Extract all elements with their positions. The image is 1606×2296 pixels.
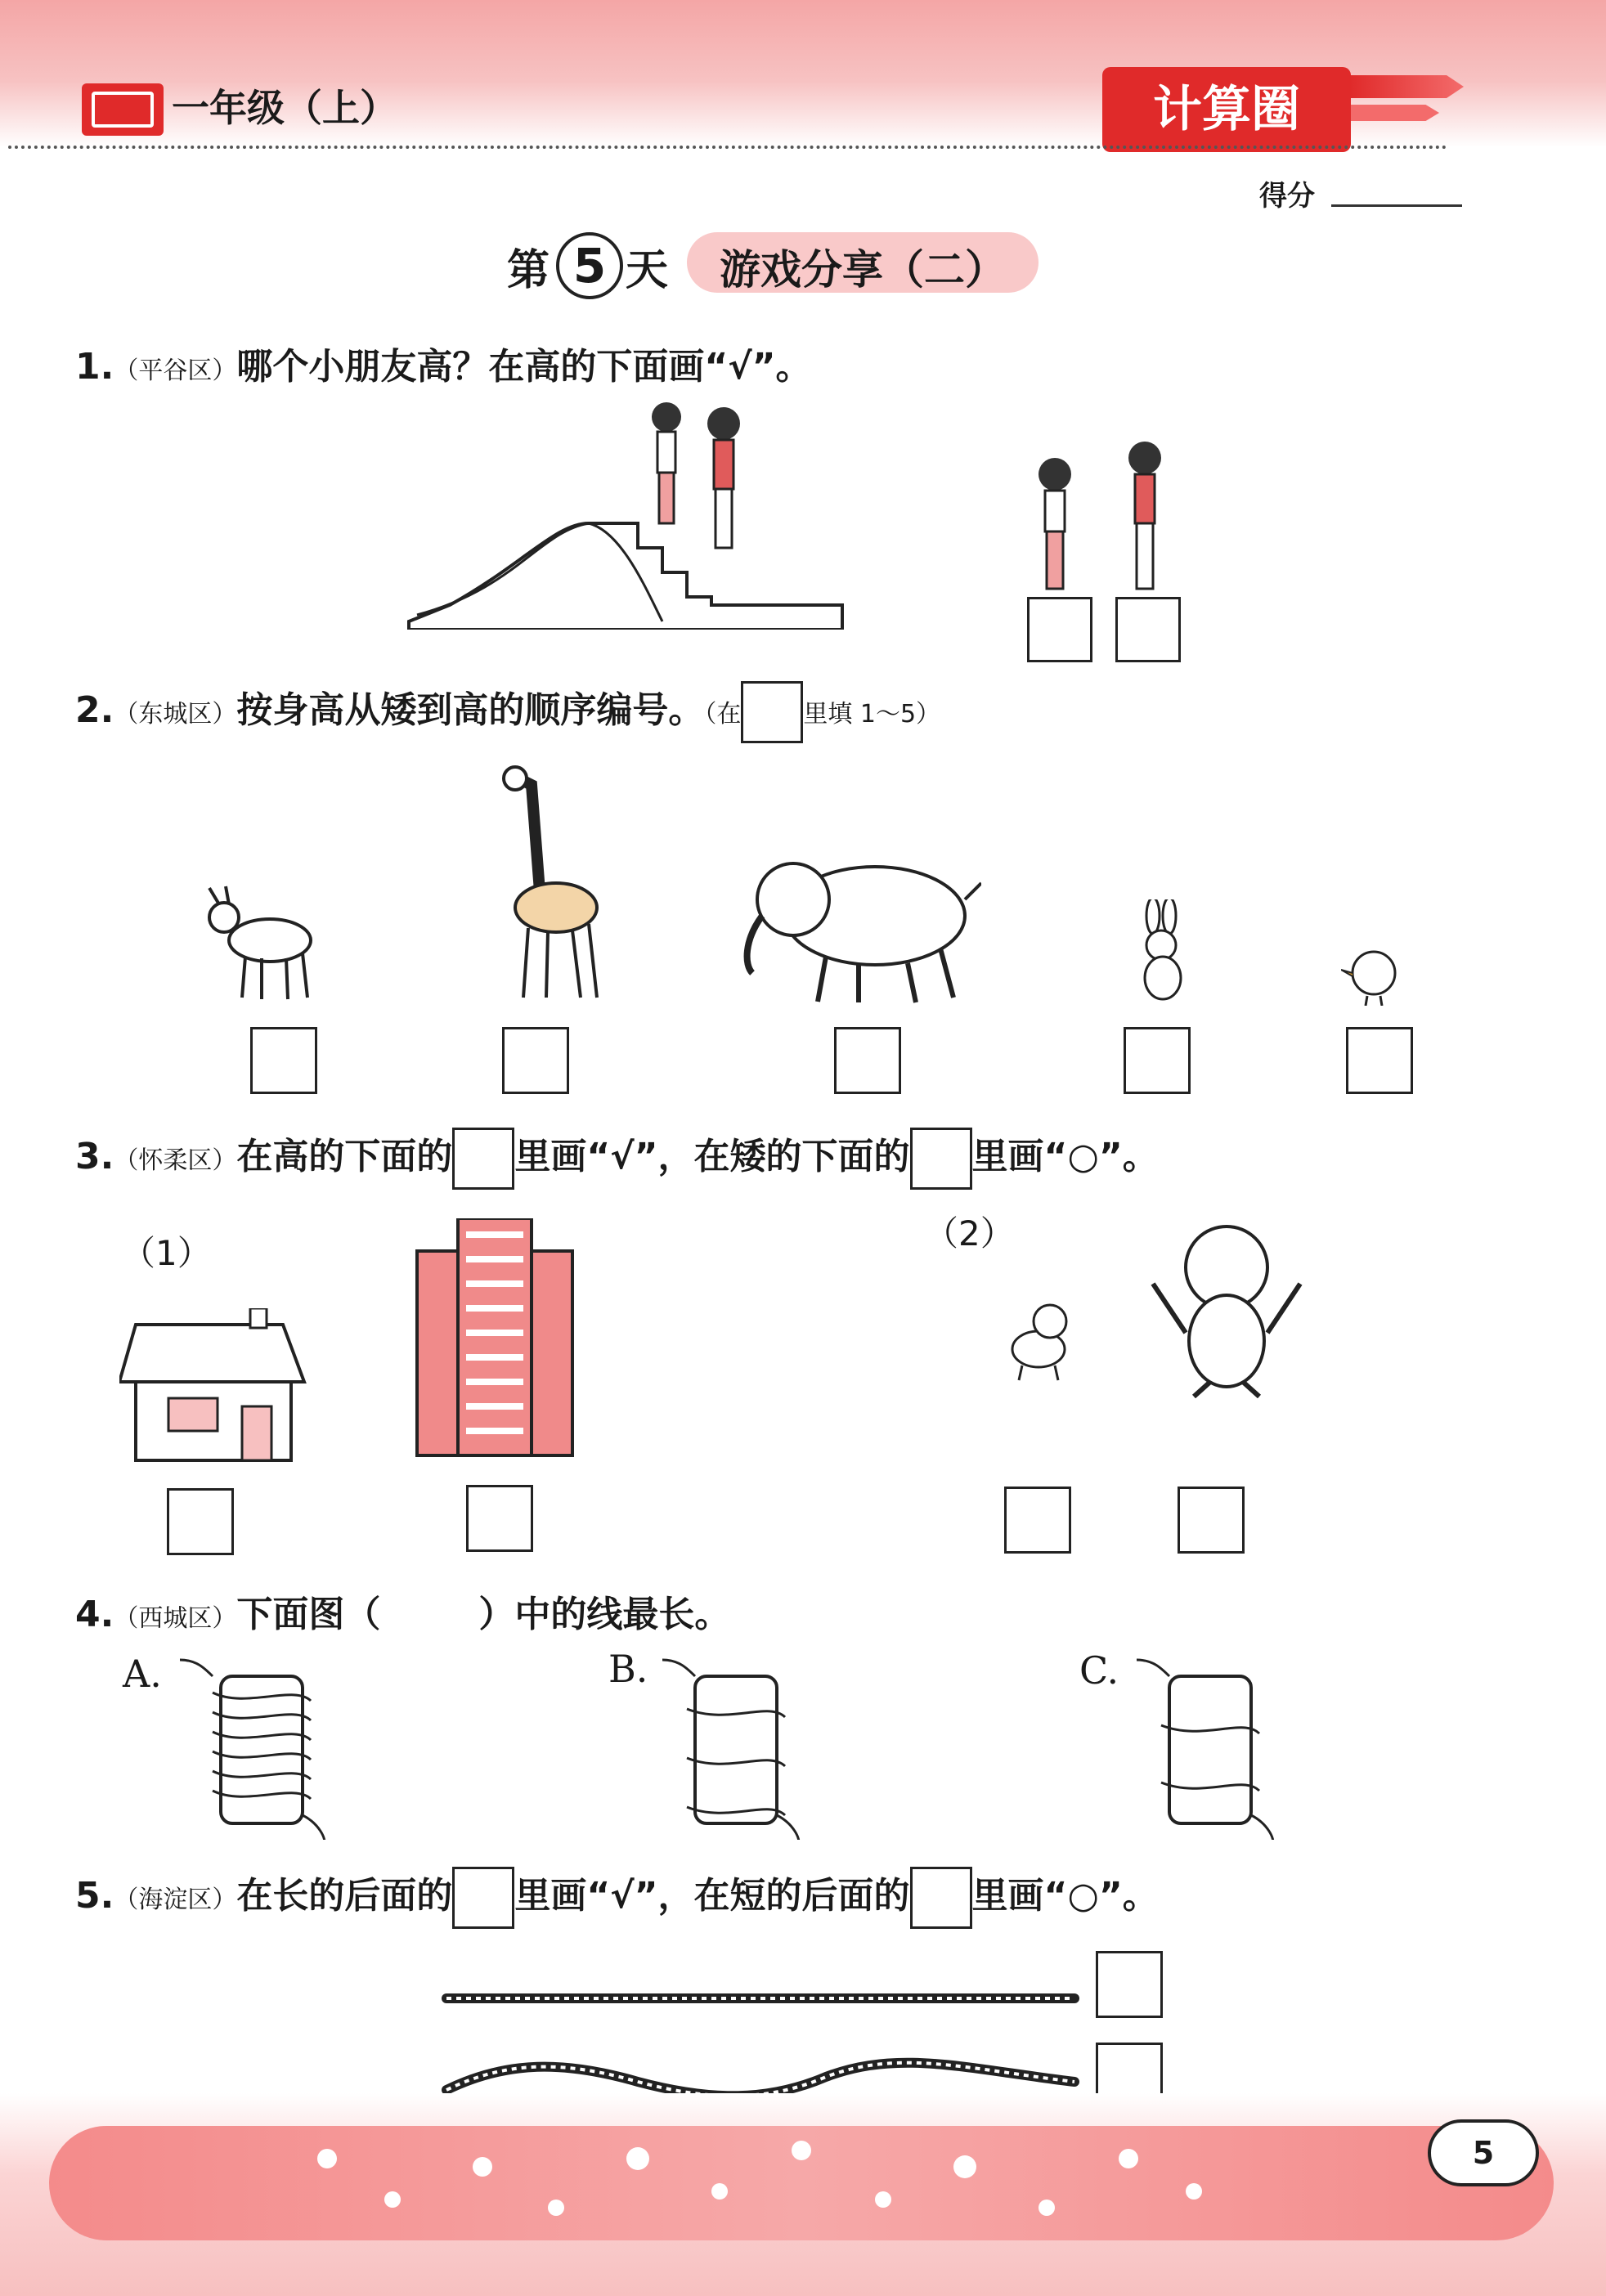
q3-box-dog[interactable] bbox=[1004, 1487, 1071, 1554]
house-icon bbox=[119, 1308, 307, 1464]
q3-box-icon-1 bbox=[452, 1128, 514, 1190]
q1-answer-box-1[interactable] bbox=[1027, 597, 1092, 662]
q1-text: 哪个小朋友高？在高的下面画“√”。 bbox=[236, 346, 812, 388]
coil-c-icon bbox=[1120, 1652, 1300, 1840]
q3-district: （怀柔区） bbox=[114, 1146, 237, 1175]
rabbit-icon bbox=[1128, 899, 1194, 1006]
q2-district: （东城区） bbox=[114, 700, 237, 729]
q3-text-b: 里画“√”，在矮的下面的 bbox=[514, 1136, 910, 1177]
chick-icon bbox=[1341, 940, 1406, 1006]
q2-hint-post: 里填 1～5） bbox=[803, 700, 941, 729]
q4-district: （西城区） bbox=[114, 1604, 237, 1633]
child-a-icon bbox=[1039, 458, 1071, 589]
q2-box-goat[interactable] bbox=[250, 1027, 317, 1094]
day-prefix: 第 bbox=[507, 246, 550, 295]
q5-box-straight[interactable] bbox=[1096, 1951, 1163, 2018]
header-divider bbox=[8, 146, 1447, 149]
question-1 bbox=[75, 337, 812, 389]
children-on-ground-illustration bbox=[1022, 433, 1202, 597]
tall-building-icon bbox=[409, 1218, 581, 1464]
q2-box-giraffe[interactable] bbox=[502, 1027, 569, 1094]
q2-box-elephant[interactable] bbox=[834, 1027, 901, 1094]
goat-icon bbox=[196, 883, 327, 1006]
question-3 bbox=[75, 1127, 1159, 1190]
q3-box-icon-2 bbox=[910, 1128, 972, 1190]
q4-text-b: ）中的线最长。 bbox=[478, 1594, 731, 1635]
giraffe-icon bbox=[482, 760, 605, 1006]
question-5 bbox=[75, 1866, 1159, 1929]
coil-b-icon bbox=[646, 1652, 826, 1840]
brand-badge: 计算圈 bbox=[1102, 67, 1351, 152]
score-label: 得分 bbox=[1259, 180, 1315, 213]
q3-part-1-label: （1） bbox=[121, 1233, 212, 1273]
score-blank[interactable] bbox=[1331, 204, 1462, 207]
pencil-icon bbox=[1349, 75, 1464, 98]
q2-box-chick[interactable] bbox=[1346, 1027, 1413, 1094]
q4-option-a-label: A. bbox=[123, 1652, 162, 1696]
day-number: 5 bbox=[556, 232, 623, 299]
q4-number: 4. bbox=[75, 1594, 114, 1635]
q2-number: 2. bbox=[75, 689, 114, 731]
q4-text-a: 下面图（ bbox=[236, 1594, 381, 1635]
page-number: 5 bbox=[1428, 2119, 1539, 2186]
q2-text: 按身高从矮到高的顺序编号。 bbox=[236, 689, 705, 731]
q4-option-b-label: B. bbox=[608, 1647, 648, 1691]
q3-number: 3. bbox=[75, 1136, 114, 1177]
coil-a-icon bbox=[164, 1652, 343, 1840]
q3-part-2-label: （2） bbox=[924, 1213, 1015, 1253]
day-suffix: 天 bbox=[626, 246, 669, 295]
wavy-rope-icon bbox=[446, 2063, 1074, 2096]
q2-hint-pre: （在 bbox=[704, 700, 742, 729]
child-tall-icon bbox=[707, 407, 740, 548]
q5-text-a: 在长的后面的 bbox=[236, 1875, 453, 1917]
q5-box-icon-2 bbox=[910, 1867, 972, 1929]
q2-hint-box-icon bbox=[741, 681, 803, 743]
pencil-icon-small bbox=[1349, 105, 1439, 121]
flowers-decoration bbox=[294, 2126, 1276, 2232]
q3-text-a: 在高的下面的 bbox=[236, 1136, 453, 1177]
q3-box-monkey[interactable] bbox=[1178, 1487, 1245, 1554]
q1-district: （平谷区） bbox=[114, 357, 237, 385]
slide-with-children-illustration bbox=[401, 401, 859, 630]
q4-option-c-label: C. bbox=[1079, 1648, 1119, 1693]
question-2 bbox=[75, 680, 940, 743]
q5-box-icon-1 bbox=[452, 1867, 514, 1929]
q3-text-c: 里画“○”。 bbox=[971, 1136, 1159, 1177]
elephant-icon bbox=[736, 850, 981, 1006]
day-topic: 游戏分享（二） bbox=[720, 246, 1006, 294]
q2-box-rabbit[interactable] bbox=[1124, 1027, 1191, 1094]
q5-text-c: 里画“○”。 bbox=[971, 1875, 1159, 1917]
q5-district: （海淀区） bbox=[114, 1886, 237, 1914]
child-b-icon bbox=[1128, 442, 1161, 589]
ropes-illustration bbox=[442, 1979, 1079, 2101]
q5-text-b: 里画“√”，在短的后面的 bbox=[514, 1875, 910, 1917]
q1-number: 1. bbox=[75, 346, 114, 388]
q5-number: 5. bbox=[75, 1875, 114, 1917]
q3-box-house[interactable] bbox=[167, 1488, 234, 1555]
q1-answer-box-2[interactable] bbox=[1115, 597, 1181, 662]
grade-label: 一年级（上） bbox=[172, 86, 397, 130]
question-4 bbox=[75, 1585, 730, 1637]
monkey-icon bbox=[1145, 1218, 1308, 1398]
q3-box-building[interactable] bbox=[466, 1485, 533, 1552]
dog-icon bbox=[998, 1292, 1079, 1382]
child-short-icon bbox=[652, 402, 681, 523]
book-outline-icon bbox=[92, 92, 154, 128]
